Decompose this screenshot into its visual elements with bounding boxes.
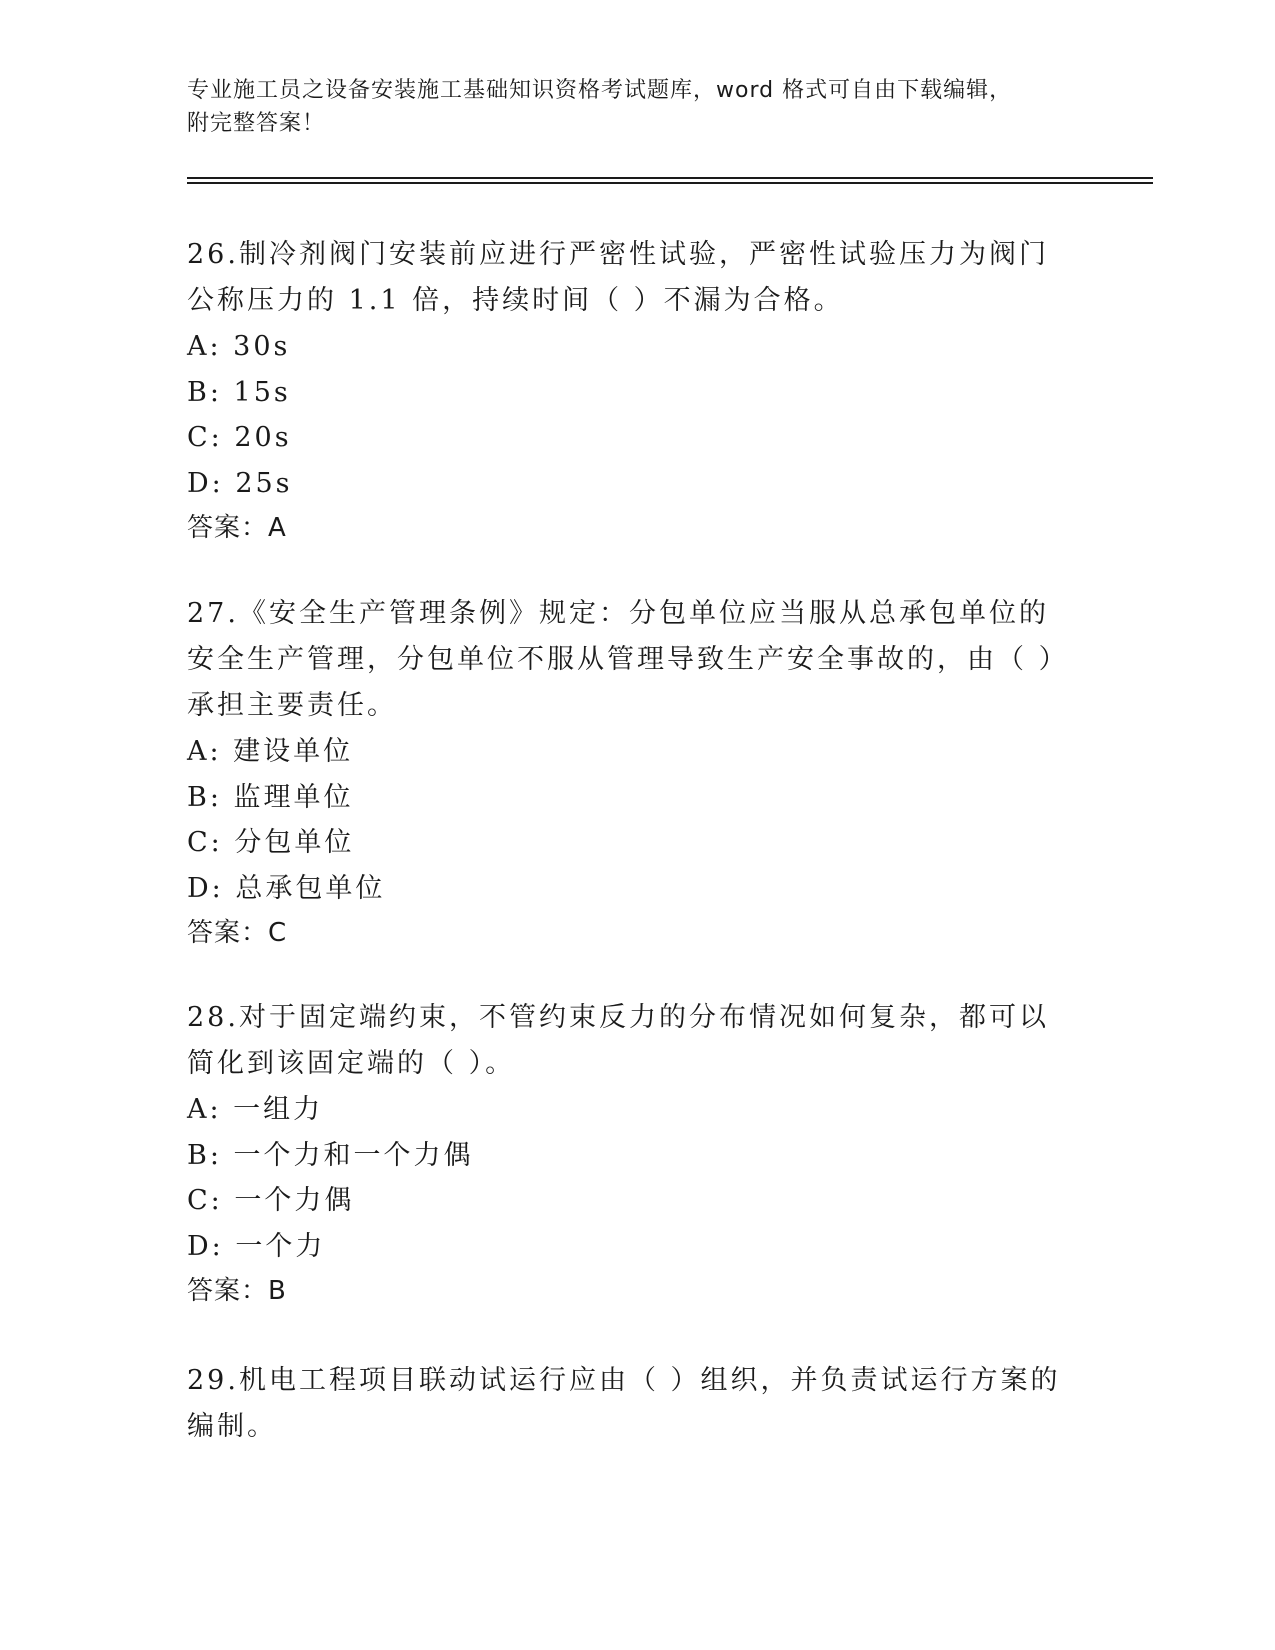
header-line-2: 附完整答案！ [187, 111, 326, 136]
question-29 [187, 1358, 1077, 1450]
option-d: D: 一个力 [187, 1230, 326, 1262]
header-divider-top [187, 177, 1153, 179]
option-a: A: 30s [187, 331, 291, 362]
header-line-1: 专业施工员之设备安装施工基础知识资格考试题库，word 格式可自由下载编辑， [187, 78, 1013, 103]
question-text: 28.对于固定端约束，不管约束反力的分布情况如何复杂，都可以简化到该固定端的（ ）。 [187, 1002, 1049, 1079]
answer-line [187, 1269, 1077, 1315]
option-b: B: 15s [187, 376, 291, 408]
option-d: D: 25s [187, 467, 293, 499]
option-c: C: 一个力偶 [187, 1185, 355, 1216]
question-26 [187, 232, 1077, 552]
header-divider-bottom [187, 182, 1153, 184]
option-a: A: 一组力 [187, 1094, 324, 1125]
answer-value: A [268, 513, 287, 543]
option-b: B: 监理单位 [187, 781, 354, 813]
question-text: 27.《安全生产管理条例》规定：分包单位应当服从总承包单位的安全生产管理，分包单位不服从管理导致生产安全事故的，由（ ）承担主要责任。 [187, 598, 1069, 721]
answer-value: B [268, 1276, 287, 1306]
option-c: C: 20s [187, 422, 292, 453]
question-text: 29.机电工程项目联动试运行应由（ ）组织，并负责试运行方案的编制。 [187, 1365, 1061, 1442]
document-header [187, 74, 1087, 140]
answer-value: C [268, 918, 288, 948]
answer-label: 答案： [187, 1276, 269, 1306]
answer-line [187, 506, 1077, 552]
option-c: C: 分包单位 [187, 827, 355, 858]
option-a: A: 建设单位 [187, 736, 354, 767]
answer-label: 答案： [187, 513, 269, 543]
question-27 [187, 591, 1077, 957]
answer-label: 答案： [187, 918, 269, 948]
option-d: D: 总承包单位 [187, 872, 386, 904]
question-text: 26.制冷剂阀门安装前应进行严密性试验，严密性试验压力为阀门公称压力的 1.1 倍，持续时间（ ）不漏为合格。 [187, 239, 1049, 316]
option-b: B: 一个力和一个力偶 [187, 1139, 474, 1171]
answer-line [187, 911, 1077, 957]
question-28 [187, 995, 1077, 1315]
